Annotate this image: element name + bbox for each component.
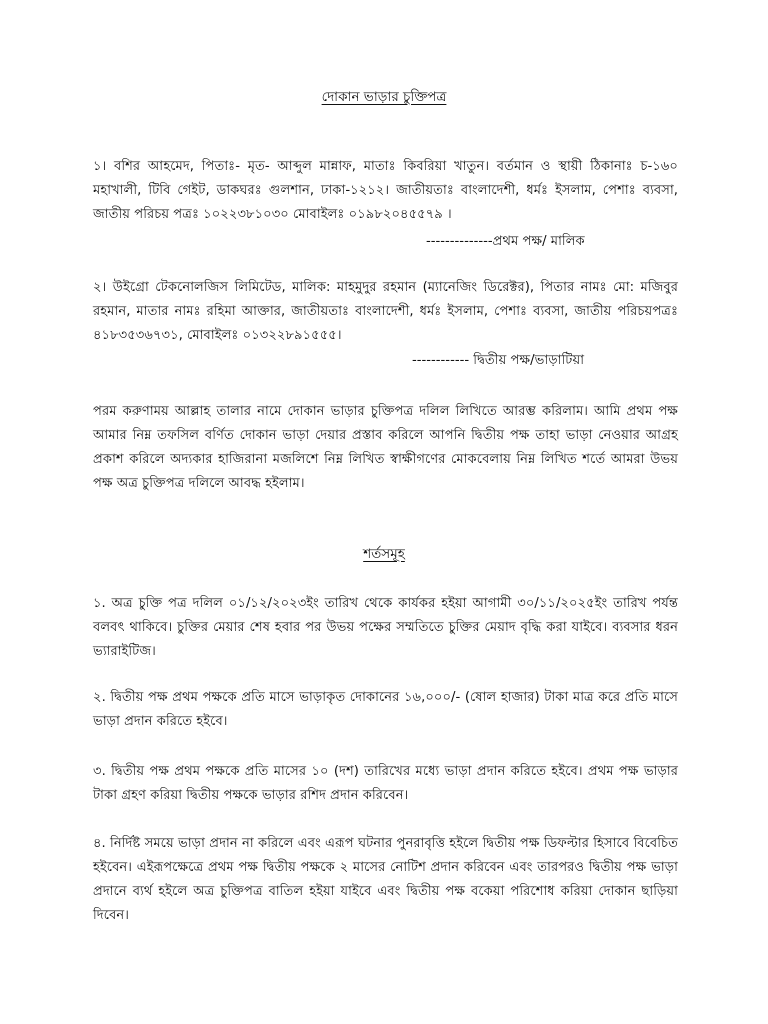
condition-2: ২. দ্বিতীয় পক্ষ প্রথম পক্ষকে প্রতি মাসে ভাড়াকৃত দোকানের ১৬,০০০/- (ষোল হাজার) টাকা মাত্র করে প্রতি মাসে ভাড়া প্রদান করিতে হইবে।	[93, 690, 678, 729]
party1-signature-line: --------------প্রথম পক্ষ/ মালিক	[426, 234, 585, 249]
party2-details: ২। উইগ্রো টেকনোলজিস লিমিটেড, মালিক: মাহমুদুর রহমান (ম্যানেজিং ডিরেক্টর), পিতার নামঃ মো: মজিবুর রহমান, মাতার নামঃ রহিমা আক্তার, জাতীয়তাঃ বাংলাদেশী, ধর্মঃ ইসলাম, পেশাঃ ব্যবসা, জাতীয় পরিচয়পত্রঃ ৪১৮৩৫৩৬৭৩১, মোবাইলঃ ০১৩২২৮৯১৫৫৫।	[93, 280, 678, 343]
condition-4: ৪. নির্দিষ্ট সময়ে ভাড়া প্রদান না করিলে এবং এরূপ ঘটনার পুনরাবৃত্তি হইলে দ্বিতীয় পক্ষ ডিফল্টার হিসাবে বিবেচিত হইবেন। এইরূপক্ষেত্রে প্রথম পক্ষ দ্বিতীয় পক্ষকে ২ মাসের নোটিশ প্রদান করিবেন এবং তারপরও দ্বিতীয় পক্ষ ভাড়া প্রদানে ব্যর্থ হইলে অত্র চুক্তিপত্র বাতিল হইয়া যাইবে এবং দ্বিতীয় পক্ষ বকেয়া পরিশোধ করিয়া দোকান ছাড়িয়া দিবেন।	[93, 836, 678, 923]
condition-3: ৩. দ্বিতীয় পক্ষ প্রথম পক্ষকে প্রতি মাসের ১০ (দশ) তারিখের মধ্যে ভাড়া প্রদান করিতে হইবে। প্রথম পক্ষ ভাড়ার টাকা গ্রহণ করিয়া দ্বিতীয় পক্ষকে ভাড়ার রশিদ প্রদান করিবেন।	[93, 764, 678, 803]
condition-1: ১. অত্র চুক্তি পত্র দলিল ০১/১২/২০২৩ইং তারিখ থেকে কার্যকর হইয়া আগামী ৩০/১১/২০২৫ইং তারিখ পর্যন্ত বলবৎ থাকিবে। চুক্তির মেয়ার শেষ হবার পর উভয় পক্ষের সম্মতিতে চুক্তির মেয়াদ বৃদ্ধি করা যাইবে। ব্যবসার ধরন ভ্যারাইটিজ।	[93, 596, 678, 659]
document-title: দোকান ভাড়ার চুক্তিপত্র	[321, 89, 447, 105]
preamble-paragraph: পরম করুণাময় আল্লাহ তালার নামে দোকান ভাড়ার চুক্তিপত্র দলিল লিখিতে আরম্ভ করিলাম। আমি প্রথম পক্ষ আমার নিম্ন তফসিল বর্ণিত দোকান ভাড়া দেয়ার প্রস্তাব করিলে আপনি দ্বিতীয় পক্ষ তাহা ভাড়া নেওয়ার আগ্রহ প্রকাশ করিলে অদ্যকার হাজিরানা মজলিশে নিম্ন লিখিত স্বাক্ষীগণের মোকবেলায় নিম্ন লিখিত শর্তে আমরা উভয় পক্ষ অত্র চুক্তিপত্র দলিলে আবদ্ধ হইলাম।	[93, 404, 678, 491]
party2-signature-line: ------------ দ্বিতীয় পক্ষ/ভাড়াটিয়া	[412, 353, 585, 368]
conditions-heading: শর্তসমূহ	[363, 546, 405, 562]
party1-details: ১। বশির আহমেদ, পিতাঃ- মৃত- আব্দুল মান্নাফ, মাতাঃ কিবরিয়া খাতুন। বর্তমান ও স্থায়ী ঠিকানাঃ চ-১৬০ মহাখালী, টিবি গেইট, ডাকঘরঃ গুলশান, ঢাকা-১২১২। জাতীয়তাঃ বাংলাদেশী, ধর্মঃ ইসলাম, পেশাঃ ব্যবসা, জাতীয় পরিচয় পত্রঃ ১০২২৩৮১০৩০ মোবাইলঃ ০১৯৮২০৪৫৫৭৯ ।	[93, 159, 678, 222]
